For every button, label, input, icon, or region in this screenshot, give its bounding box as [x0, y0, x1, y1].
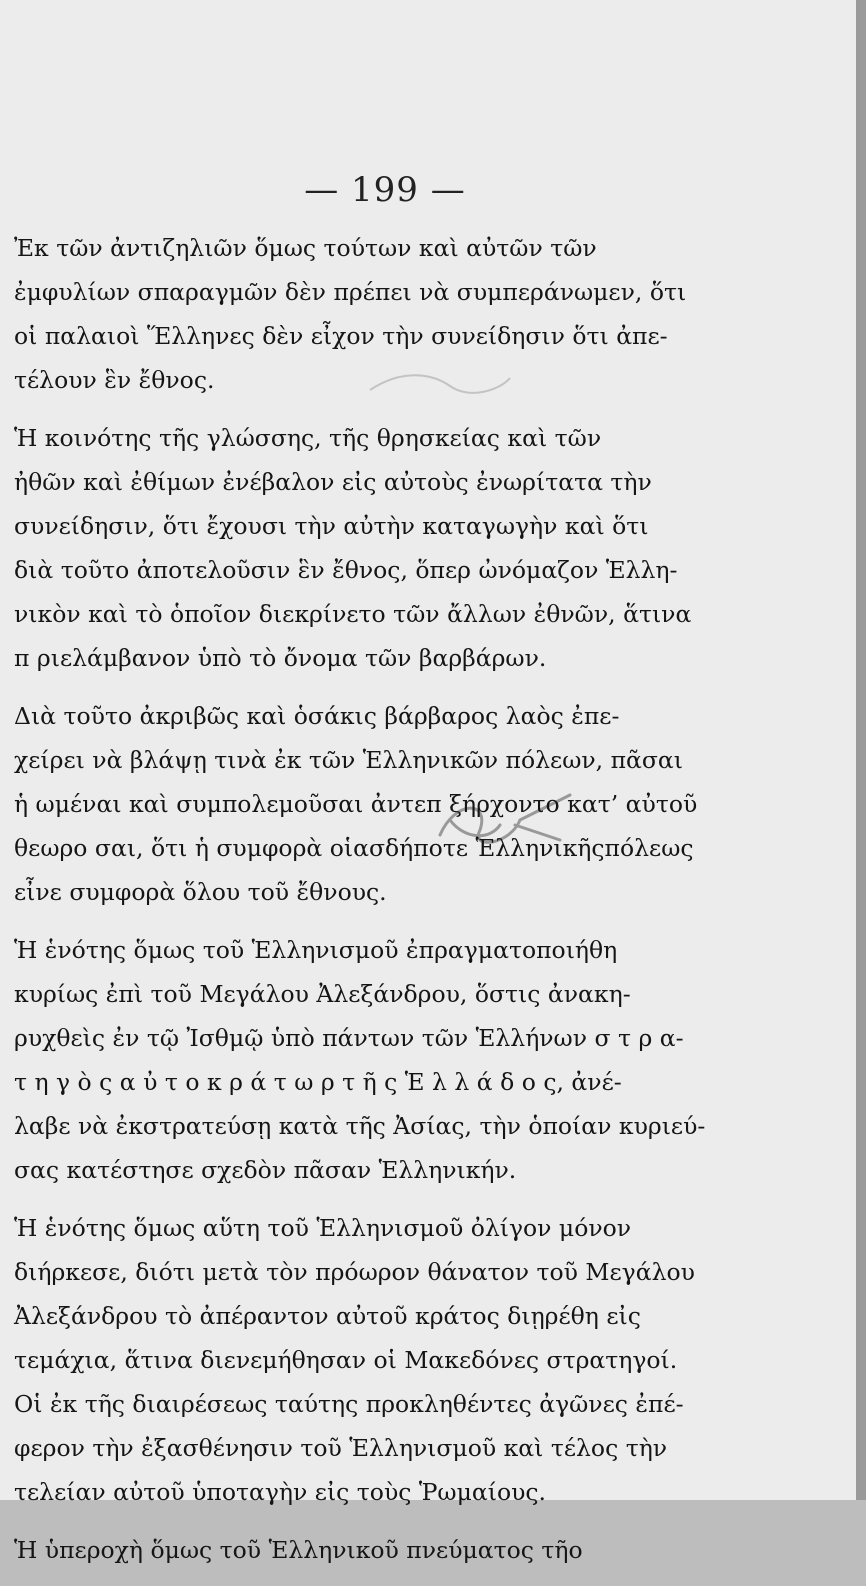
text-line: συνείδησιν, ὅτι ἔχουσι τὴν αὐτὴν καταγωγὴν καὶ ὅτι	[14, 512, 649, 540]
text-line: θεωρο σαι, ὅτι ἡ συμφορὰ οἱασδήποτε Ἑλληνικῆςπόλεως	[14, 834, 694, 862]
text-line: ἠθῶν καὶ ἐθίμων ἐνέβαλον εἰς αὐτοὺς ἐνωρίτατα τὴν	[14, 468, 652, 496]
text-line: Ἡ ἑνότης ὅμως τοῦ Ἑλληνισμοῦ ἐπραγματοποιήθη	[14, 936, 618, 964]
text-line: ἐμφυλίων σπαραγμῶν δὲν πρέπει νὰ συμπεράνωμεν, ὅτι	[14, 278, 687, 306]
text-line: διὰ τοῦτο ἀποτελοῦσιν ἓν ἔθνος, ὅπερ ὠνόμαζον Ἑλλη-	[14, 556, 678, 584]
paragraph	[14, 416, 754, 680]
text-line: σας κατέστησε σχεδὸν πᾶσαν Ἑλληνικήν.	[14, 1156, 517, 1184]
text-line: οἱ παλαιοὶ Ἕλληνες δὲν εἶχον τὴν συνείδησιν ὅτι ἀπε-	[14, 322, 668, 350]
text-line: Οἱ ἐκ τῆς διαιρέσεως ταύτης προκληθέντες ἀγῶνες ἐπέ-	[14, 1390, 684, 1418]
text-line: χείρει νὰ βλάψῃ τινὰ ἐκ τῶν Ἑλληνικῶν πόλεων, πᾶσαι	[14, 746, 684, 774]
text-line: τεμάχια, ἅτινα διενεμήθησαν οἱ Μακεδόνες στρατηγοί.	[14, 1346, 678, 1374]
text-line: ρυχθεὶς ἐν τῷ Ἰσθμῷ ὑπὸ πάντων τῶν Ἑλλήνων σ τ ρ α-	[14, 1024, 684, 1052]
paragraph	[14, 1206, 754, 1514]
text-line: τελείαν αὐτοῦ ὑποταγὴν εἰς τοὺς Ῥωμαίους.	[14, 1478, 547, 1506]
text-line: εἶνε συμφορὰ ὅλου τοῦ ἔθνους.	[14, 878, 387, 906]
text-line: π ριελάμβανον ὑπὸ τὸ ὄνομα τῶν βαρβάρων.	[14, 644, 547, 672]
text-line: Ἡ ὑπεροχὴ ὅμως τοῦ Ἑλληνικοῦ πνεύματος τῆο	[14, 1536, 583, 1564]
paragraph	[14, 694, 754, 914]
body-text	[14, 226, 754, 1586]
text-line: Ἀλεξάνδρου τὸ ἀπέραντον αὐτοῦ κράτος διῃρέθη εἰς	[14, 1302, 641, 1330]
text-line: τ η γ ὸ ς α ὐ τ ο κ ρ ά τ ω ρ τ ῆ ς Ἑ λ λ ά δ ο ς, ἀνέ-	[14, 1068, 622, 1096]
paragraph	[14, 1528, 754, 1572]
text-line: λαβε νὰ ἐκστρατεύσῃ κατὰ τῆς Ἀσίας, τὴν ὁποίαν κυριεύ-	[14, 1112, 706, 1140]
text-line: νικὸν καὶ τὸ ὁποῖον διεκρίνετο τῶν ἄλλων ἐθνῶν, ἅτινα	[14, 600, 692, 628]
page-number: — 199 —	[304, 170, 466, 210]
text-line: Διὰ τοῦτο ἀκριβῶς καὶ ὁσάκις βάρβαρος λαὸς ἐπε-	[14, 702, 620, 730]
text-line: διήρκεσε, διότι μετὰ τὸν πρόωρον θάνατον τοῦ Μεγάλου	[14, 1258, 695, 1286]
text-line: Ἡ ἑνότης ὅμως αὕτη τοῦ Ἑλληνισμοῦ ὀλίγον μόνον	[14, 1214, 632, 1242]
text-line: κυρίως ἐπὶ τοῦ Μεγάλου Ἀλεξάνδρου, ὅστις ἀνακη-	[14, 980, 631, 1008]
text-line: Ἡ κοινότης τῆς γλώσσης, τῆς θρησκείας καὶ τῶν	[14, 424, 602, 452]
paragraph	[14, 928, 754, 1192]
text-line: φερον τὴν ἐξασθένησιν τοῦ Ἑλληνισμοῦ καὶ τέλος τὴν	[14, 1434, 668, 1462]
text-line: ἡ ωμέναι καὶ συμπολεμοῦσαι ἀντεπ ξήρχοντο κατ’ αὐτοῦ	[14, 790, 698, 818]
paragraph	[14, 226, 754, 402]
text-line: Ἐκ τῶν ἀντιζηλιῶν ὅμως τούτων καὶ αὐτῶν τῶν	[14, 234, 597, 262]
text-line: τέλουν ἓν ἔθνος.	[14, 366, 215, 394]
